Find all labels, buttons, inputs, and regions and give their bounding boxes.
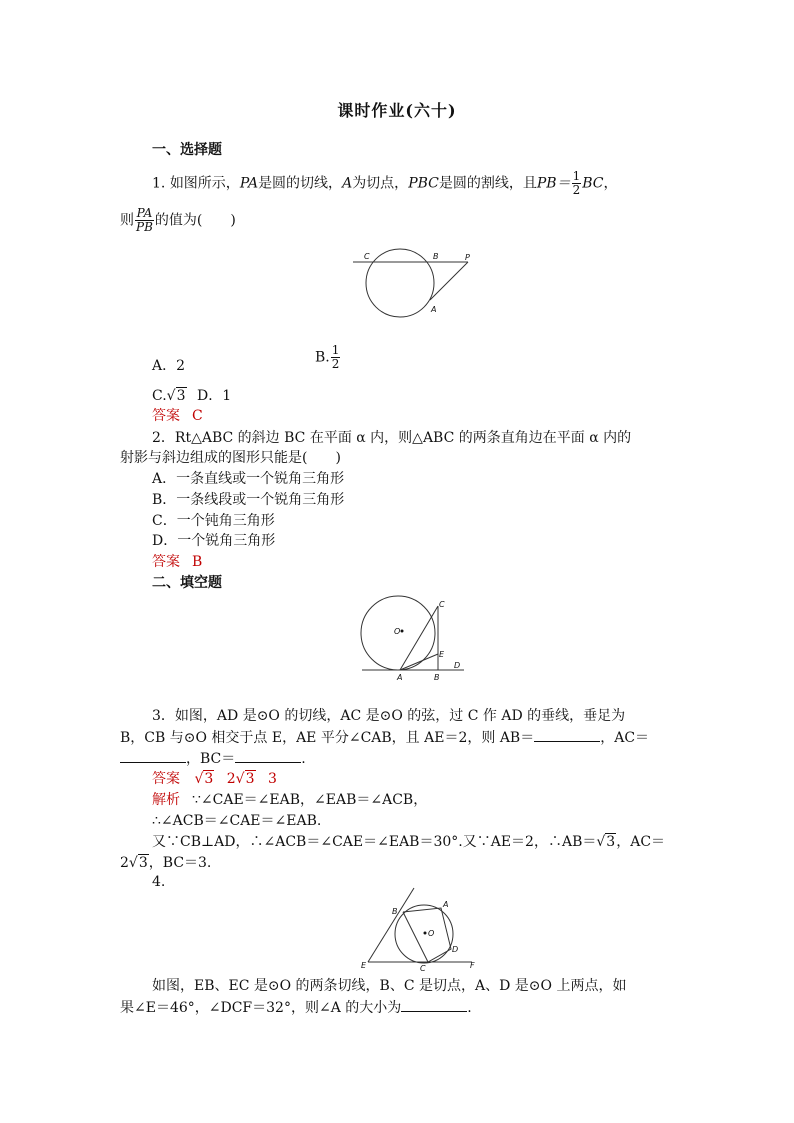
label-d: D: [454, 661, 461, 670]
label-b: B: [434, 673, 440, 682]
label-e: E: [439, 650, 445, 659]
segment-ae: [400, 654, 438, 670]
center-point: [401, 630, 404, 633]
q4-stem-line2: 果∠E＝46°，∠DCF＝32°，则∠A 的大小为 .: [120, 997, 472, 1018]
q1-options-c-d: C.√3 D．1: [152, 388, 232, 404]
q1-answer: 答案 C: [152, 408, 203, 424]
label-b: B: [433, 252, 439, 261]
q1-option-a: A．2: [152, 358, 186, 374]
sqrt-sign: √3: [166, 388, 186, 404]
circle: [366, 249, 437, 317]
q1-option-b: B. $\frac{1}{2}$: [315, 343, 340, 371]
quadrilateral-badc: [403, 908, 451, 962]
tangent-line-eb: [368, 888, 414, 962]
q1-stem-line2: 则 $\frac{PA}{PB}$ 的值为( ): [120, 206, 236, 234]
label-c: C: [364, 252, 370, 261]
q3-answer: 答案 √3 2√3 3: [152, 771, 277, 787]
q3-analysis-line4: 2√3，BC＝3.: [120, 855, 212, 871]
q3-stem-line1: 3．如图，AD 是⊙O 的切线，AC 是⊙O 的弦，过 C 作 AD 的垂线，垂足为: [152, 708, 626, 724]
q2-option-c: C．一个钝角三角形: [152, 513, 275, 529]
q3-stem-line2: B，CB 与⊙O 相交于点 E，AE 平分∠CAB，且 AE＝2，则 AB＝ ，AC＝: [120, 727, 649, 748]
q2-stem-line2: 射影与斜边组成的图形只能是( ): [120, 450, 341, 466]
q1-number: 1.: [152, 175, 166, 192]
label-c: C: [420, 964, 426, 972]
answer-blank-ac[interactable]: [120, 748, 186, 763]
q4-number: 4.: [152, 874, 166, 890]
answer-blank-bc[interactable]: [235, 748, 301, 763]
label-o: O: [428, 929, 435, 938]
q1-fraction-half: $\frac{1}{2}$: [572, 169, 581, 197]
q2-option-d: D．一个锐角三角形: [152, 533, 276, 549]
q4-figure: [360, 886, 480, 972]
section-heading-choice: 一、选择题: [152, 142, 222, 158]
section-heading-fill: 二、填空题: [152, 575, 222, 591]
label-c: C: [439, 600, 445, 609]
q2-answer: 答案 B: [152, 554, 203, 570]
label-a: A: [397, 673, 403, 682]
label-a: A: [443, 900, 449, 909]
q3-stem-line3: ，BC＝ .: [120, 748, 306, 769]
q4-stem-line1: 如图，EB、EC 是⊙O 的两条切线，B、C 是切点，A、D 是⊙O 上两点，如: [152, 978, 627, 994]
label-d: D: [452, 945, 459, 954]
q1-ratio-fraction: $\frac{PA}{PB}$: [136, 206, 153, 234]
q3-figure: [358, 594, 468, 682]
page-title: 课时作业(六十): [337, 101, 457, 120]
label-f: F: [470, 961, 475, 970]
chord-ac: [400, 606, 438, 670]
answer-blank-angle-a[interactable]: [401, 997, 467, 1012]
q1-stem-line1: 1. 如图所示，PA是圆的切线，A为切点，PBC是圆的割线，且PB＝ $\frac{1}{2}$ BC，: [152, 169, 618, 197]
q3-analysis-line1: 解析 ∵∠CAE＝∠EAB，∠EAB＝∠ACB，: [152, 792, 428, 808]
q3-analysis-line2: ∴∠ACB＝∠CAE＝∠EAB.: [152, 813, 322, 829]
answer-blank-ab[interactable]: [534, 727, 600, 742]
center-point: [424, 932, 427, 935]
q2-stem-line1: 2．Rt△ABC 的斜边 BC 在平面 α 内，则△ABC 的两条直角边在平面 α 内的: [152, 430, 632, 446]
label-b: B: [392, 907, 398, 916]
q3-analysis-line3: 又∵CB⊥AD，∴∠ACB＝∠CAE＝∠EAB＝30°.又∵AE＝2，∴AB＝√3，AC＝: [152, 834, 666, 850]
label-a: A: [431, 305, 437, 314]
label-p: P: [465, 253, 470, 262]
q2-option-a: A．一条直线或一个锐角三角形: [152, 471, 345, 487]
label-o: O: [394, 627, 401, 636]
label-e: E: [361, 961, 367, 970]
q1-figure: [350, 248, 480, 324]
tangent-line: [430, 262, 468, 300]
q2-option-b: B．一条线段或一个锐角三角形: [152, 492, 345, 508]
